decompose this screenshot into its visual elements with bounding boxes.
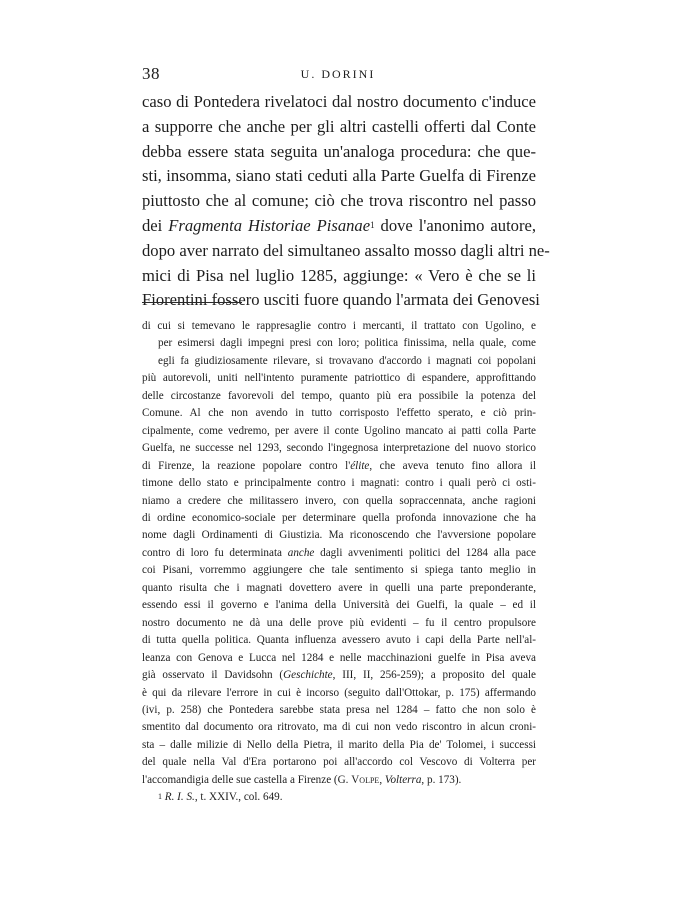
note-line: egli fa giudiziosamente rilevare, si trovavano d'accordo i magnati coi popolani — [158, 354, 536, 367]
note-line: nostro documento ne dà una delle prove più evidenti – fu il centro propulsore — [142, 616, 536, 629]
note-line: del quale nella Val d'Era portarono poi all'accordo col Vescovo di Volterra per — [142, 756, 536, 769]
text-line: Fiorentini fossero usciti fuore quando l'armata dei Genovesi — [142, 290, 540, 310]
work-title: Fragmenta Historiae Pisanae — [168, 215, 371, 235]
note-line: cipalmente, come vedremo, per avere il conte Ugolino mancato ai patti colla Parte — [142, 424, 536, 437]
footnote-text: , t. XXIV., col. 649. — [194, 791, 283, 804]
note-line: nome dagli Ordinamenti di Giustizia. Ma riconoscendo che l'avversione popolare — [142, 529, 536, 542]
note-line: niamo a credere che militassero invero, con quella sopraccennata, anche ragioni — [142, 494, 536, 507]
text-line: piuttosto che al comune; ciò che trova riscontro nel passo — [142, 191, 536, 211]
text-line: debba essere stata seguita un'analoga procedura: che que- — [142, 141, 536, 161]
note-line: è qui da rilevare l'errore in cui è incorso (seguito dall'Ottokar, p. 175) affermando — [142, 686, 536, 699]
note-line: smentito dal documento ora ritrovato, ma di cui non vedo riscontro in alcun croni- — [142, 721, 536, 734]
text-line: mici di Pisa nel luglio 1285, aggiunge: « Vero è che se li — [142, 265, 536, 285]
note-line: di Firenze, la reazione popolare contro l'élite, che aveva tenuto fino allora il — [142, 459, 536, 472]
note-line: Guelfa, ne successe nel 1293, secondo l'ingegnosa interpretazione del nuovo storico — [142, 442, 536, 455]
note-line: timone dello stato e principalmente contro i magnati: contro i quali però ci osti- — [142, 477, 536, 490]
footnote — [142, 789, 536, 806]
footnote-rule — [142, 302, 242, 303]
body-text — [142, 90, 550, 313]
footnote-source: R. I. S. — [164, 791, 195, 804]
note-line: (ivi, p. 258) che Pontedera sarebbe stata presa nel 1284 – fatto che non solo è — [142, 703, 536, 716]
notes — [142, 318, 536, 807]
text-line: sti, insomma, siano stati ceduti alla Parte Guelfa di Firenze — [142, 166, 536, 186]
page-number: 38 — [142, 64, 160, 83]
note-line: coi Pisani, vorremmo aggiungere che tale sentimento si spiega tanto meglio in — [142, 564, 536, 577]
note-line: Comune. Al che non avendo in tutto corrisposto l'effetto sperato, e ciò prin- — [142, 407, 536, 420]
note-line: l'accomandigia delle sue castella a Firenze (G. Volpe, Volterra, p. 173). — [142, 773, 462, 786]
note-line: leanza con Genova e Lucca nel 1284 e nelle macchinazioni guelfe in Pisa aveva — [142, 651, 536, 664]
note-line: quanto risulta che i magnati dovettero avere in quelli una parte preponderante, — [142, 581, 536, 594]
note-line: sta – dalle milizie di Nello della Pietra, il marito della Pia de' Tolomei, i successi — [142, 738, 536, 751]
text-line: dei Fragmenta Historiae Pisanae$^1$ dove l'anonimo autore, — [142, 215, 537, 235]
note-line: di ordine economico-sociale per determinare quella profonda innovazione che ha — [142, 511, 536, 524]
footnote-ref: 1 — [370, 219, 375, 230]
text-line: caso di Pontedera rivelatoci dal nostro documento c'induce — [142, 92, 536, 111]
text-line: a supporre che anche per gli altri castelli offerti dal Conte — [142, 116, 536, 136]
running-head: U. DORINI — [300, 67, 376, 81]
note-line: essendo essi il governo e l'anima della Università dei Guelfi, la quale – ed il — [142, 599, 536, 612]
note-line: già osservato il Davidsohn (Geschichte, III, II, 256-259); a proposito del quale — [142, 669, 536, 682]
note-line: più autorevoli, uniti nell'intento puramente patriottico di espandere, approfittando — [142, 372, 536, 385]
note-line: per esimersi dagli impegni presi con loro; politica finissima, nella quale, come — [158, 337, 536, 350]
text-line: dopo aver narrato del simultaneo assalto mosso dagli altri ne- — [142, 240, 550, 260]
note-line: di tutta quella politica. Quanta influenza avessero avuto i capi della Parte nell'al- — [142, 634, 536, 647]
note-line: delle circostanze favorevoli del tempo, quanto più era possibile la potenza del — [142, 389, 536, 402]
footnote-marker: 1 — [158, 792, 162, 802]
note-line: di cui si temevano le rappresaglie contro i mercanti, il trattato con Ugolino, e — [142, 320, 536, 332]
note-line: contro di loro fu determinata anche dagli avvenimenti politici del 1284 alla pace — [142, 546, 537, 559]
